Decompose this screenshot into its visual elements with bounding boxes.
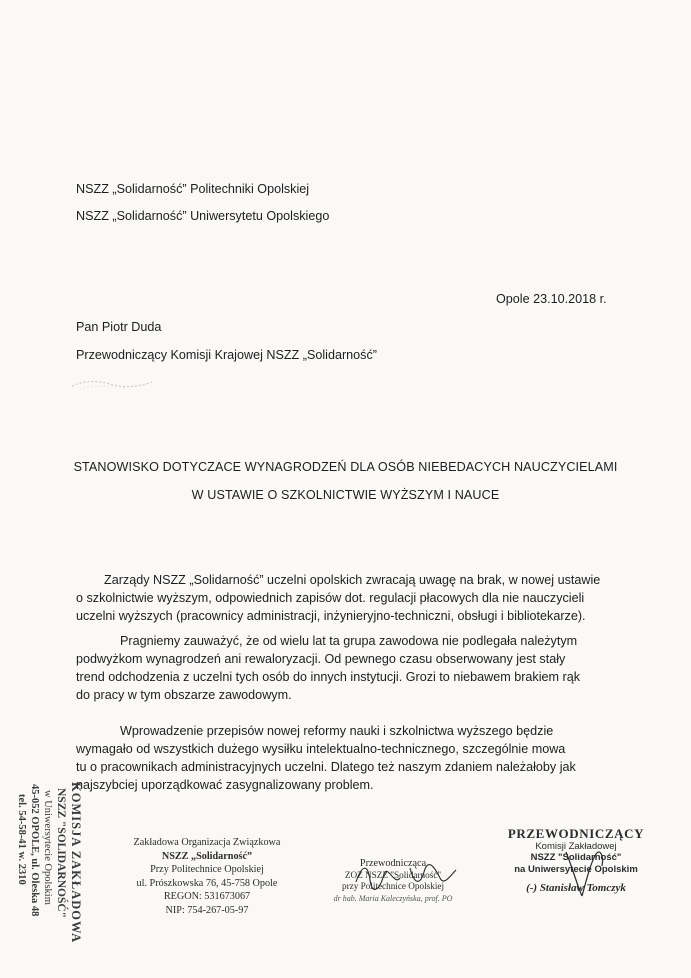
stamp-text: NSZZ "Solidarność": [530, 852, 622, 863]
stamp-text: NSZZ "SOLIDARNOŚĆ": [55, 788, 67, 919]
signature-chairwoman: [350, 856, 460, 896]
stamp-text: NIP: 754-267-05-97: [165, 904, 249, 916]
stamp-text: przy Politechnice Opolskiej: [341, 881, 445, 891]
recipient-name: Pan Piotr Duda: [76, 320, 162, 334]
stamp-text: ul. Prószkowska 76, 45-758 Opole: [136, 877, 278, 889]
paragraph-line: tu o pracownikach administracyjnych uczelni. Dlatego też naszym zdaniem należałoby jak: [76, 760, 576, 774]
org-stamp: [112, 836, 302, 918]
recipient-role: Przewodniczący Komisji Krajowej NSZZ „Solidarność”: [76, 348, 377, 362]
stamp-text: (-) Stanisław Tomczyk: [526, 882, 626, 894]
stamp-text: Przy Politechnice Opolskiej: [150, 864, 264, 876]
stamp-text: NSZZ „Solidarność”: [161, 850, 253, 862]
stamp-text: KOMISJA ZAKŁADOWA: [69, 782, 83, 944]
paragraph-line: Zarządy NSZZ „Solidarność” uczelni opolskich zwracają uwagę na brak, w nowej ustawie: [104, 573, 601, 587]
stamp-smudge: [70, 374, 154, 394]
signature-chairman: [556, 842, 626, 902]
stamp-text: Zakładowa Organizacja Związkowa: [133, 837, 281, 848]
paragraph-line: uczelni wyższych (pracownicy administracji, inżynieryjno-techniczni, obsługi i bibliotekarze).: [76, 609, 586, 623]
stamp-text: na Uniwersytecie Opolskim: [514, 863, 638, 875]
sender-line-2: NSZZ „Solidarność” Uniwersytetu Opolskiego: [76, 209, 330, 223]
title-line-2: W USTAWIE O SZKOLNICTWIE WYŻSZYM I NAUCE: [191, 488, 500, 502]
komisja-zakladowa-stamp: [6, 778, 102, 968]
paragraph-line: najszybciej uporządkować zasygnalizowany problem.: [76, 778, 374, 792]
paragraph-1: [76, 571, 632, 625]
paragraph-2: [76, 632, 632, 704]
paragraph-line: Wprowadzenie przepisów nowej reformy nauki i szkolnictwa wyższego będzie: [120, 724, 554, 738]
stamp-text: tel. 54-58-41 w. 2310: [16, 794, 27, 885]
stamp-text: Przewodnicząca: [359, 858, 427, 869]
paragraph-line: Pragniemy zauważyć, że od wielu lat ta grupa zawodowa nie podlegała należytym: [120, 634, 578, 648]
stamp-text: 45-052 OPOLE, ul. Oleska 48: [29, 784, 40, 917]
stamp-text: ZOZ NSZZ "Solidarność": [344, 869, 442, 880]
paragraph-line: trend odchodzenia z uczelni tych osób do innych instytucji. Grozi to niebawem brakiem rąk: [76, 670, 581, 684]
paragraph-3: [76, 722, 632, 794]
stamp-text: Komisji Zakładowej: [535, 840, 617, 852]
paragraph-line: wymagało od wszystkich dużego wysiłku intelektualno-technicznego, szczególnie mowa: [76, 742, 566, 756]
stamp-text: REGON: 531673067: [163, 891, 251, 903]
title-line-1: STANOWISKO DOTYCZACE WYNAGRODZEŃ DLA OSÓB NIEBEDACYCH NAUCZYCIELAMI: [73, 460, 618, 474]
sender-line-1: NSZZ „Solidarność” Politechniki Opolskiej: [76, 182, 310, 196]
paragraph-line: do pracy w tym obszarze zawodowym.: [76, 688, 292, 702]
stamp-text: dr hab. Maria Kaleczyńska, prof. PO: [333, 893, 453, 903]
paragraph-line: podwyżkom wynagrodzeń ani rewaloryzacji. Od pewnego czasu obserwowany jest stały: [76, 652, 566, 666]
stamp-text: PRZEWODNICZĄCY: [507, 826, 645, 841]
stamp-text: w Uniwersytecie Opolskim: [42, 790, 53, 905]
paragraph-line: o szkolnictwie wyższym, odpowiednich zapisów dot. regulacji płacowych dla nie nauczycieli: [76, 591, 585, 605]
letter-date: Opole 23.10.2018 r.: [496, 292, 607, 306]
